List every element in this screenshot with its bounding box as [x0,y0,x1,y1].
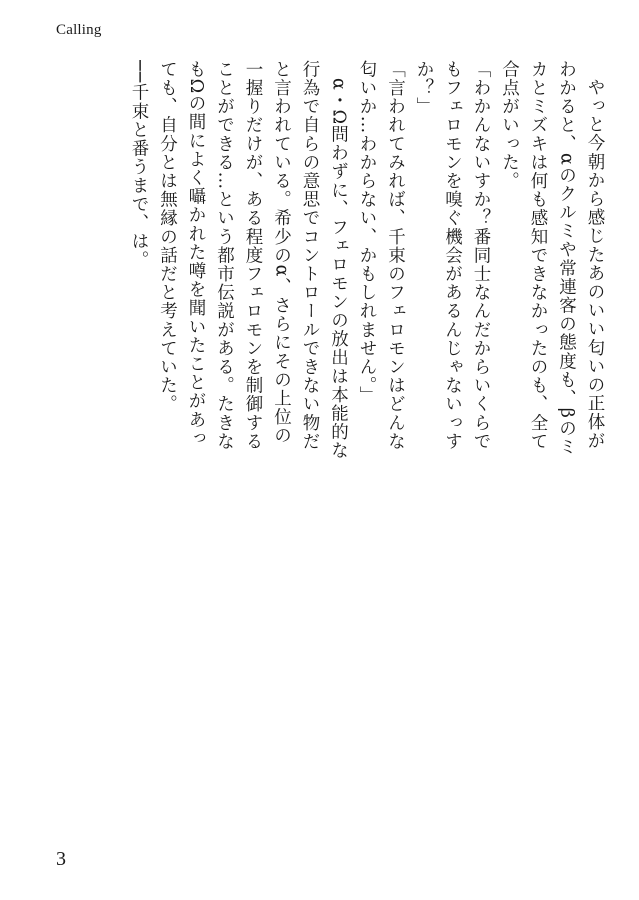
paragraph-5: ──千束と番うまで、は。 [129,60,149,270]
paragraph-4: α・Ω問わずに、フェロモンの放出は本能的な行為で自らの意思でコントロールできない物だと言われている。希少のα、さらにその上位の一握りだけが、ある程度フェロモンを制御することができる…という都市伝説がある。たきなもΩの間によく囁かれた噂を聞いたことがあっても、自分とは無縁の話だと考えていた。 [157,60,349,460]
paragraph-1: やっと今朝から感じたあのいい匂いの正体がわかると、αのクルミや常連客の態度も、βのミカとミズキは何も感知できなかったのも、全て合点がいった。 [499,60,605,457]
paragraph-2-dialogue: 「わかんないすか？番同士なんだからいくらでもフェロモンを嗅ぐ機会があるんじゃないっすか？」 [414,60,491,451]
page-number: 3 [56,848,66,870]
running-header: Calling [56,22,102,38]
vertical-text-body [49,60,609,460]
paragraph-3-dialogue: 「言われてみれば、千束のフェロモンはどんな匂いか…わからない、かもしれません。」 [357,60,406,451]
